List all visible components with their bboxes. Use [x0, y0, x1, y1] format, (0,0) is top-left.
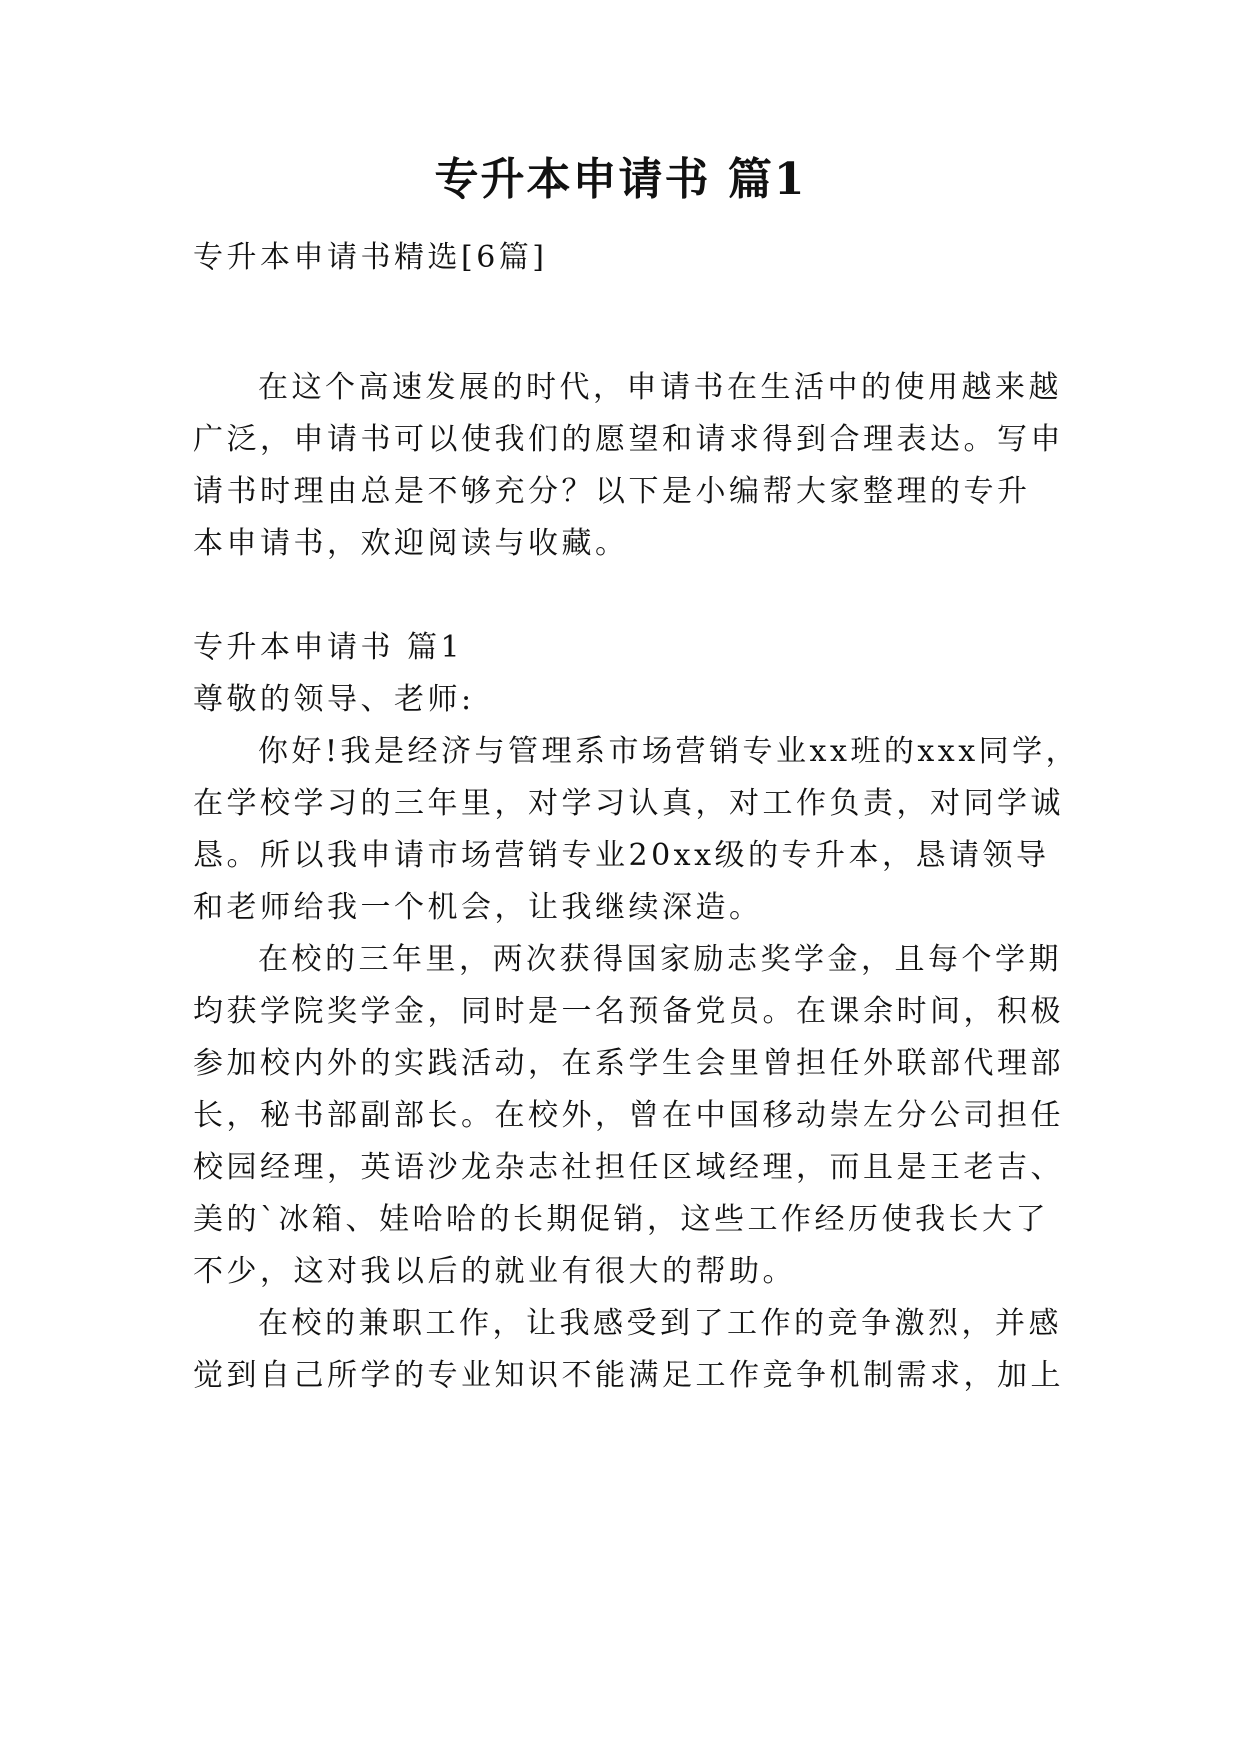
- paragraph1-line: 恳。所以我申请市场营销专业20xx级的专升本，恳请领导: [193, 838, 1050, 873]
- paragraph1-line: 在学校学习的三年里，对学习认真，对工作负责，对同学诚: [193, 786, 1064, 821]
- document-title: 专升本申请书 篇1: [434, 154, 807, 205]
- salutation: 尊敬的领导、老师:: [193, 682, 475, 717]
- paragraph1-line: 你好!我是经济与管理系市场营销专业xx班的xxx同学，: [258, 734, 1080, 769]
- intro-line: 在这个高速发展的时代，申请书在生活中的使用越来越: [258, 370, 1062, 405]
- section-heading: 专升本申请书 篇1: [193, 630, 464, 665]
- document-subtitle: 专升本申请书精选[6篇]: [193, 240, 548, 275]
- intro-line: 广泛，申请书可以使我们的愿望和请求得到合理表达。写申: [193, 422, 1064, 457]
- paragraph3-line: 在校的兼职工作，让我感受到了工作的竞争激烈，并感: [258, 1306, 1062, 1341]
- paragraph2-line: 在校的三年里，两次获得国家励志奖学金，且每个学期: [258, 942, 1062, 977]
- paragraph3-line: 觉到自己所学的专业知识不能满足工作竞争机制需求，加上: [193, 1358, 1064, 1393]
- intro-line: 请书时理由总是不够充分？以下是小编帮大家整理的专升: [193, 474, 1031, 509]
- paragraph2-line: 校园经理，英语沙龙杂志社担任区域经理，而且是王老吉、: [193, 1150, 1064, 1185]
- paragraph2-line: 美的`冰箱、娃哈哈的长期促销，这些工作经历使我长大了: [193, 1202, 1049, 1237]
- intro-line: 本申请书，欢迎阅读与收藏。: [193, 526, 629, 561]
- paragraph2-line: 长，秘书部副部长。在校外，曾在中国移动崇左分公司担任: [193, 1098, 1064, 1133]
- paragraph2-line: 均获学院奖学金，同时是一名预备党员。在课余时间，积极: [193, 994, 1064, 1029]
- paragraph2-line: 参加校内外的实践活动，在系学生会里曾担任外联部代理部: [193, 1046, 1064, 1081]
- paragraph1-line: 和老师给我一个机会，让我继续深造。: [193, 890, 763, 925]
- paragraph2-line: 不少，这对我以后的就业有很大的帮助。: [193, 1254, 796, 1289]
